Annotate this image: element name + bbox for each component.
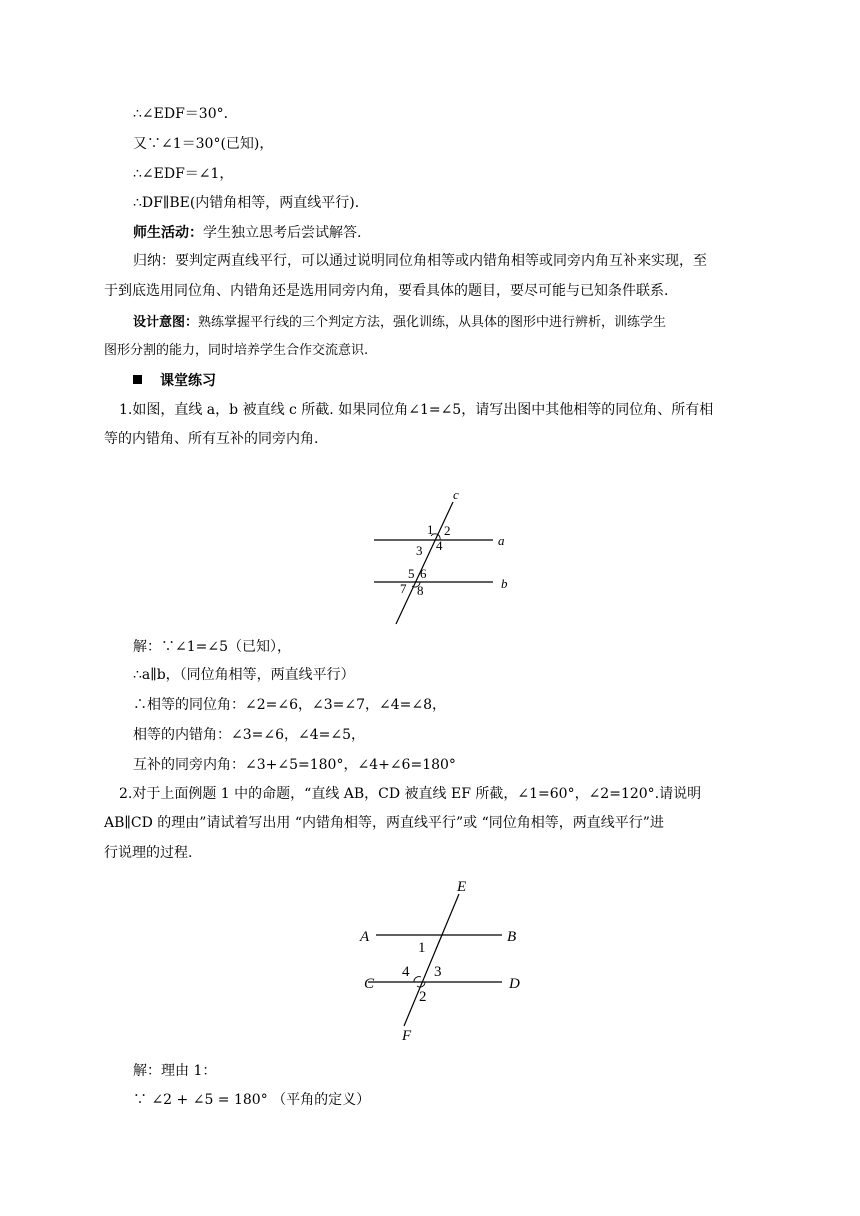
solution-1-line-2: ∴a∥b，（同位角相等，两直线平行） bbox=[133, 667, 355, 683]
label-angle-1: 1 bbox=[427, 522, 434, 537]
label-b: B bbox=[507, 929, 517, 945]
label-angle-5: 5 bbox=[408, 566, 415, 581]
label-angle-4: 4 bbox=[436, 538, 443, 553]
label-angle-3: 3 bbox=[416, 543, 423, 558]
label-angle-1: 1 bbox=[418, 940, 426, 956]
figure-2-diagram bbox=[355, 876, 530, 1044]
angle-1-mark bbox=[436, 935, 442, 949]
exercise-1-line-2: 等的内错角、所有互补的同旁内角. bbox=[104, 431, 319, 447]
exercise-2-line-2: AB∥CD 的理由”请试着写出用 “内错角相等，两直线平行”或 “同位角相等，两直线平行”进 bbox=[104, 815, 664, 831]
solution-1-line-5: 互补的同旁内角：∠3+∠5=180°，∠4+∠6=180° bbox=[133, 757, 456, 773]
label-angle-2: 2 bbox=[444, 523, 451, 538]
label-angle-2: 2 bbox=[419, 989, 427, 1005]
section-title: 课堂练习 bbox=[160, 373, 216, 389]
label-f: F bbox=[402, 1028, 412, 1044]
label-angle-3: 3 bbox=[434, 964, 442, 980]
design-intent-line-2: 图形分割的能力，同时培养学生合作交流意识. bbox=[104, 343, 369, 358]
solution-1-line-1: 解：∵∠1=∠5（已知）， bbox=[133, 639, 292, 655]
angle-arc-4 bbox=[414, 977, 421, 982]
design-intent-text: 熟练掌握平行线的三个判定方法，强化训练，从具体的图形中进行辨析，训练学生 bbox=[198, 315, 667, 330]
label-a: a bbox=[498, 533, 505, 548]
design-intent bbox=[133, 313, 666, 333]
solution-2-line-2: ∵ ∠2 + ∠5 = 180° （平角的定义） bbox=[133, 1092, 371, 1108]
label-b: b bbox=[501, 576, 508, 591]
design-intent-label: 设计意图： bbox=[133, 315, 199, 330]
proof-line-2: 又∵∠1＝30°(已知)， bbox=[133, 136, 274, 152]
section-heading bbox=[133, 371, 216, 391]
proof-line-3: ∴∠EDF＝∠1， bbox=[133, 166, 234, 182]
summary-line-2: 于到底选用同位角、内错角还是选用同旁内角，要看具体的题目，要尽可能与已知条件联系. bbox=[104, 283, 669, 299]
exercise-2-line-1: 2.对于上面例题 1 中的命题，“直线 AB，CD 被直线 EF 所截，∠1=60°，∠2=120°.请说明 bbox=[119, 786, 702, 802]
label-d: D bbox=[509, 976, 520, 992]
line-ef bbox=[404, 894, 459, 1026]
figure-1-diagram bbox=[360, 484, 520, 629]
label-c: c bbox=[453, 487, 459, 502]
label-e: E bbox=[457, 879, 467, 895]
label-angle-6: 6 bbox=[420, 566, 427, 581]
label-angle-7: 7 bbox=[400, 581, 407, 596]
teacher-student-label: 师生活动： bbox=[133, 225, 203, 241]
proof-line-1: ∴∠EDF＝30°． bbox=[133, 106, 238, 122]
label-angle-8: 8 bbox=[417, 583, 424, 598]
solution-1-line-4: 相等的内错角：∠3=∠6，∠4=∠5， bbox=[133, 727, 366, 743]
square-bullet-icon bbox=[133, 375, 142, 384]
exercise-2-line-3: 行说理的过程. bbox=[104, 845, 193, 861]
line-c bbox=[396, 502, 453, 624]
label-a: A bbox=[360, 929, 370, 945]
exercise-1-line-1: 1.如图，直线 a，b 被直线 c 所截. 如果同位角∠1=∠5，请写出图中其他相等的同位角、所有相 bbox=[119, 402, 714, 418]
label-angle-4: 4 bbox=[402, 964, 410, 980]
proof-line-4: ∴DF∥BE(内错角相等，两直线平行)． bbox=[133, 195, 369, 211]
summary-line-1: 归纳：要判定两直线平行，可以通过说明同位角相等或内错角相等或同旁内角互补来实现，至 bbox=[133, 253, 707, 269]
solution-1-line-3: ∴相等的同位角：∠2=∠6，∠3=∠7，∠4=∠8， bbox=[133, 697, 447, 713]
teacher-student-text: 学生独立思考后尝试解答. bbox=[203, 225, 362, 241]
teacher-student-activity bbox=[133, 223, 361, 243]
label-c: C bbox=[364, 976, 375, 992]
solution-2-line-1: 解：理由 1： bbox=[133, 1063, 217, 1079]
